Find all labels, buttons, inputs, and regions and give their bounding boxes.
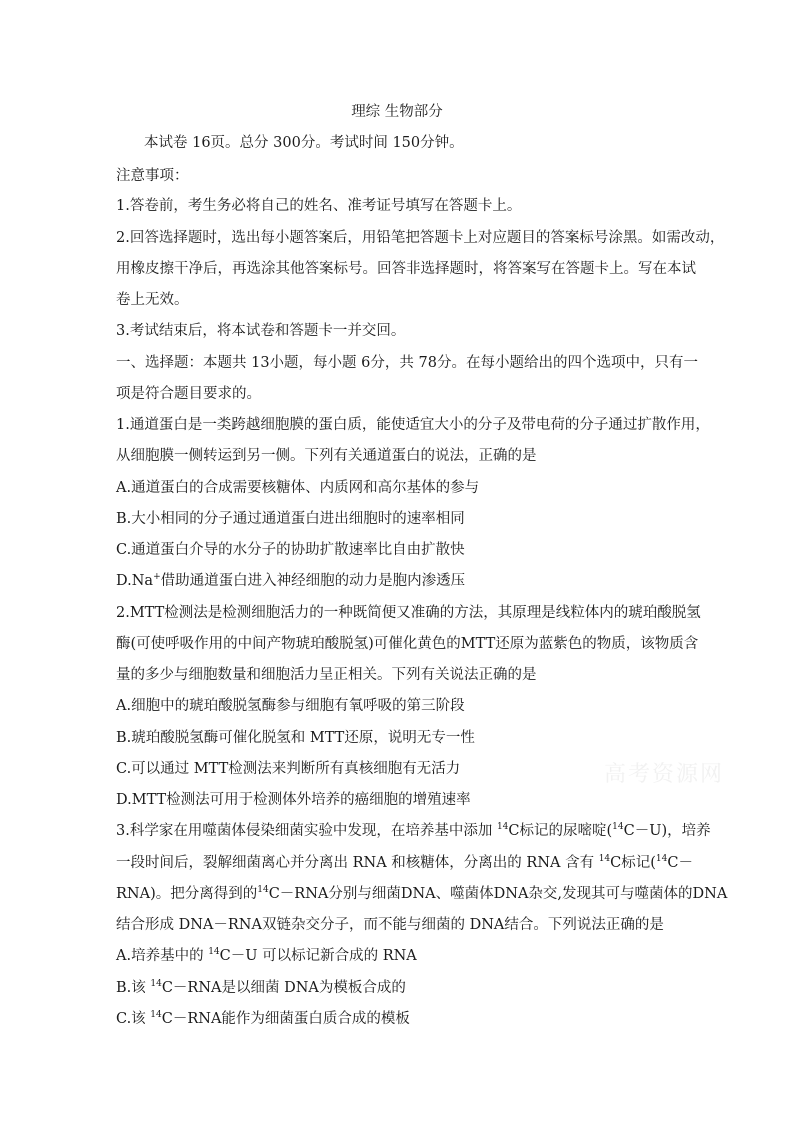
q2-option-b: B.琥珀酸脱氢酶可催化脱氢和 MTT还原，说明无专一性 [116,730,475,746]
notice-item-2-line-1: 2.回答选择题时，选出每小题答案后，用铅笔把答题卡上对应题目的答案标号涂黑。如需改动， [116,230,725,246]
q3-stem-line-1: 3.科学家在用噬菌体侵染细菌实验中发现，在培养基中添加 $^{14}$C标记的尿嘧啶($^{14}$C－U)，培养 [116,822,711,839]
q2-stem-line-2: 酶(可使呼吸作用的中间产物琥珀酸脱氢)可催化黄色的MTT还原为蓝紫色的物质，该物质含 [116,636,699,652]
watermark: 高考资源网 [604,762,725,787]
q3-stem-line-2: 一段时间后，裂解细菌离心并分离出 RNA 和核糖体，分离出的 RNA 含有 $^{14}$C标记($^{14}$C－ [116,854,693,871]
q3-option-a: A.培养基中的 $^{14}$C－U 可以标记新合成的 RNA [116,947,417,964]
page-title: 理综 生物部分 [351,104,443,120]
q1-option-a: A.通道蛋白的合成需要核糖体、内质网和高尔基体的参与 [116,480,480,496]
q1-option-b: B.大小相同的分子通过通道蛋白进出细胞时的速率相同 [116,511,465,527]
q2-option-c: C.可以通过 MTT检测法来判断所有真核细胞有无活力 [116,761,461,777]
notice-item-3: 3.考试结束后，将本试卷和答题卡一并交回。 [116,323,406,339]
section-heading-line-1: 一、选择题：本题共 13小题，每小题 6分，共 78分。在每小题给出的四个选项中，只有一 [116,355,698,371]
q1-option-d: D.Na+借助通道蛋白进入神经细胞的动力是胞内渗透压 [116,572,466,589]
q2-stem-line-3: 量的多少与细胞数量和细胞活力呈正相关。下列有关说法正确的是 [116,667,537,683]
q1-stem-line-1: 1.通道蛋白是一类跨越细胞膜的蛋白质，能使适宜大小的分子及带电荷的分子通过扩散作用， [116,417,710,433]
notice-item-1: 1.答卷前，考生务必将自己的姓名、准考证号填写在答题卡上。 [116,198,522,214]
q3-option-c: C.该 $^{14}$C－RNA能作为细菌蛋白质合成的模板 [116,1010,410,1027]
q3-option-b: B.该 $^{14}$C－RNA是以细菌 DNA为模板合成的 [116,979,406,996]
q2-option-a: A.细胞中的琥珀酸脱氢酶参与细胞有氧呼吸的第三阶段 [116,698,465,714]
q2-stem-line-1: 2.MTT检测法是检测细胞活力的一种既简便又准确的方法，其原理是线粒体内的琥珀酸脱氢 [116,605,701,621]
q3-stem-line-4: 结合形成 DNA－RNA双链杂交分子，而不能与细菌的 DNA结合。下列说法正确的是 [116,917,664,933]
notice-heading: 注意事项： [116,168,189,184]
exam-intro: 本试卷 16页。总分 300分。考试时间 150分钟。 [144,135,464,151]
notice-item-2-line-3: 卷上无效。 [116,292,189,308]
notice-item-2-line-2: 用橡皮擦干净后，再选涂其他答案标号。回答非选择题时，将答案写在答题卡上。写在本试 [116,261,696,277]
q1-stem-line-2: 从细胞膜一侧转运到另一侧。下列有关通道蛋白的说法，正确的是 [116,448,537,464]
q1-option-c: C.通道蛋白介导的水分子的协助扩散速率比自由扩散快 [116,542,465,558]
section-heading-line-2: 项是符合题目要求的。 [116,386,261,402]
q3-stem-line-3: RNA)。把分离得到的$^{14}$C－RNA分别与细菌DNA、噬菌体DNA杂交,发现其可与噬菌体的DNA [116,885,728,902]
q2-option-d: D.MTT检测法可用于检测体外培养的癌细胞的增殖速率 [116,792,471,808]
